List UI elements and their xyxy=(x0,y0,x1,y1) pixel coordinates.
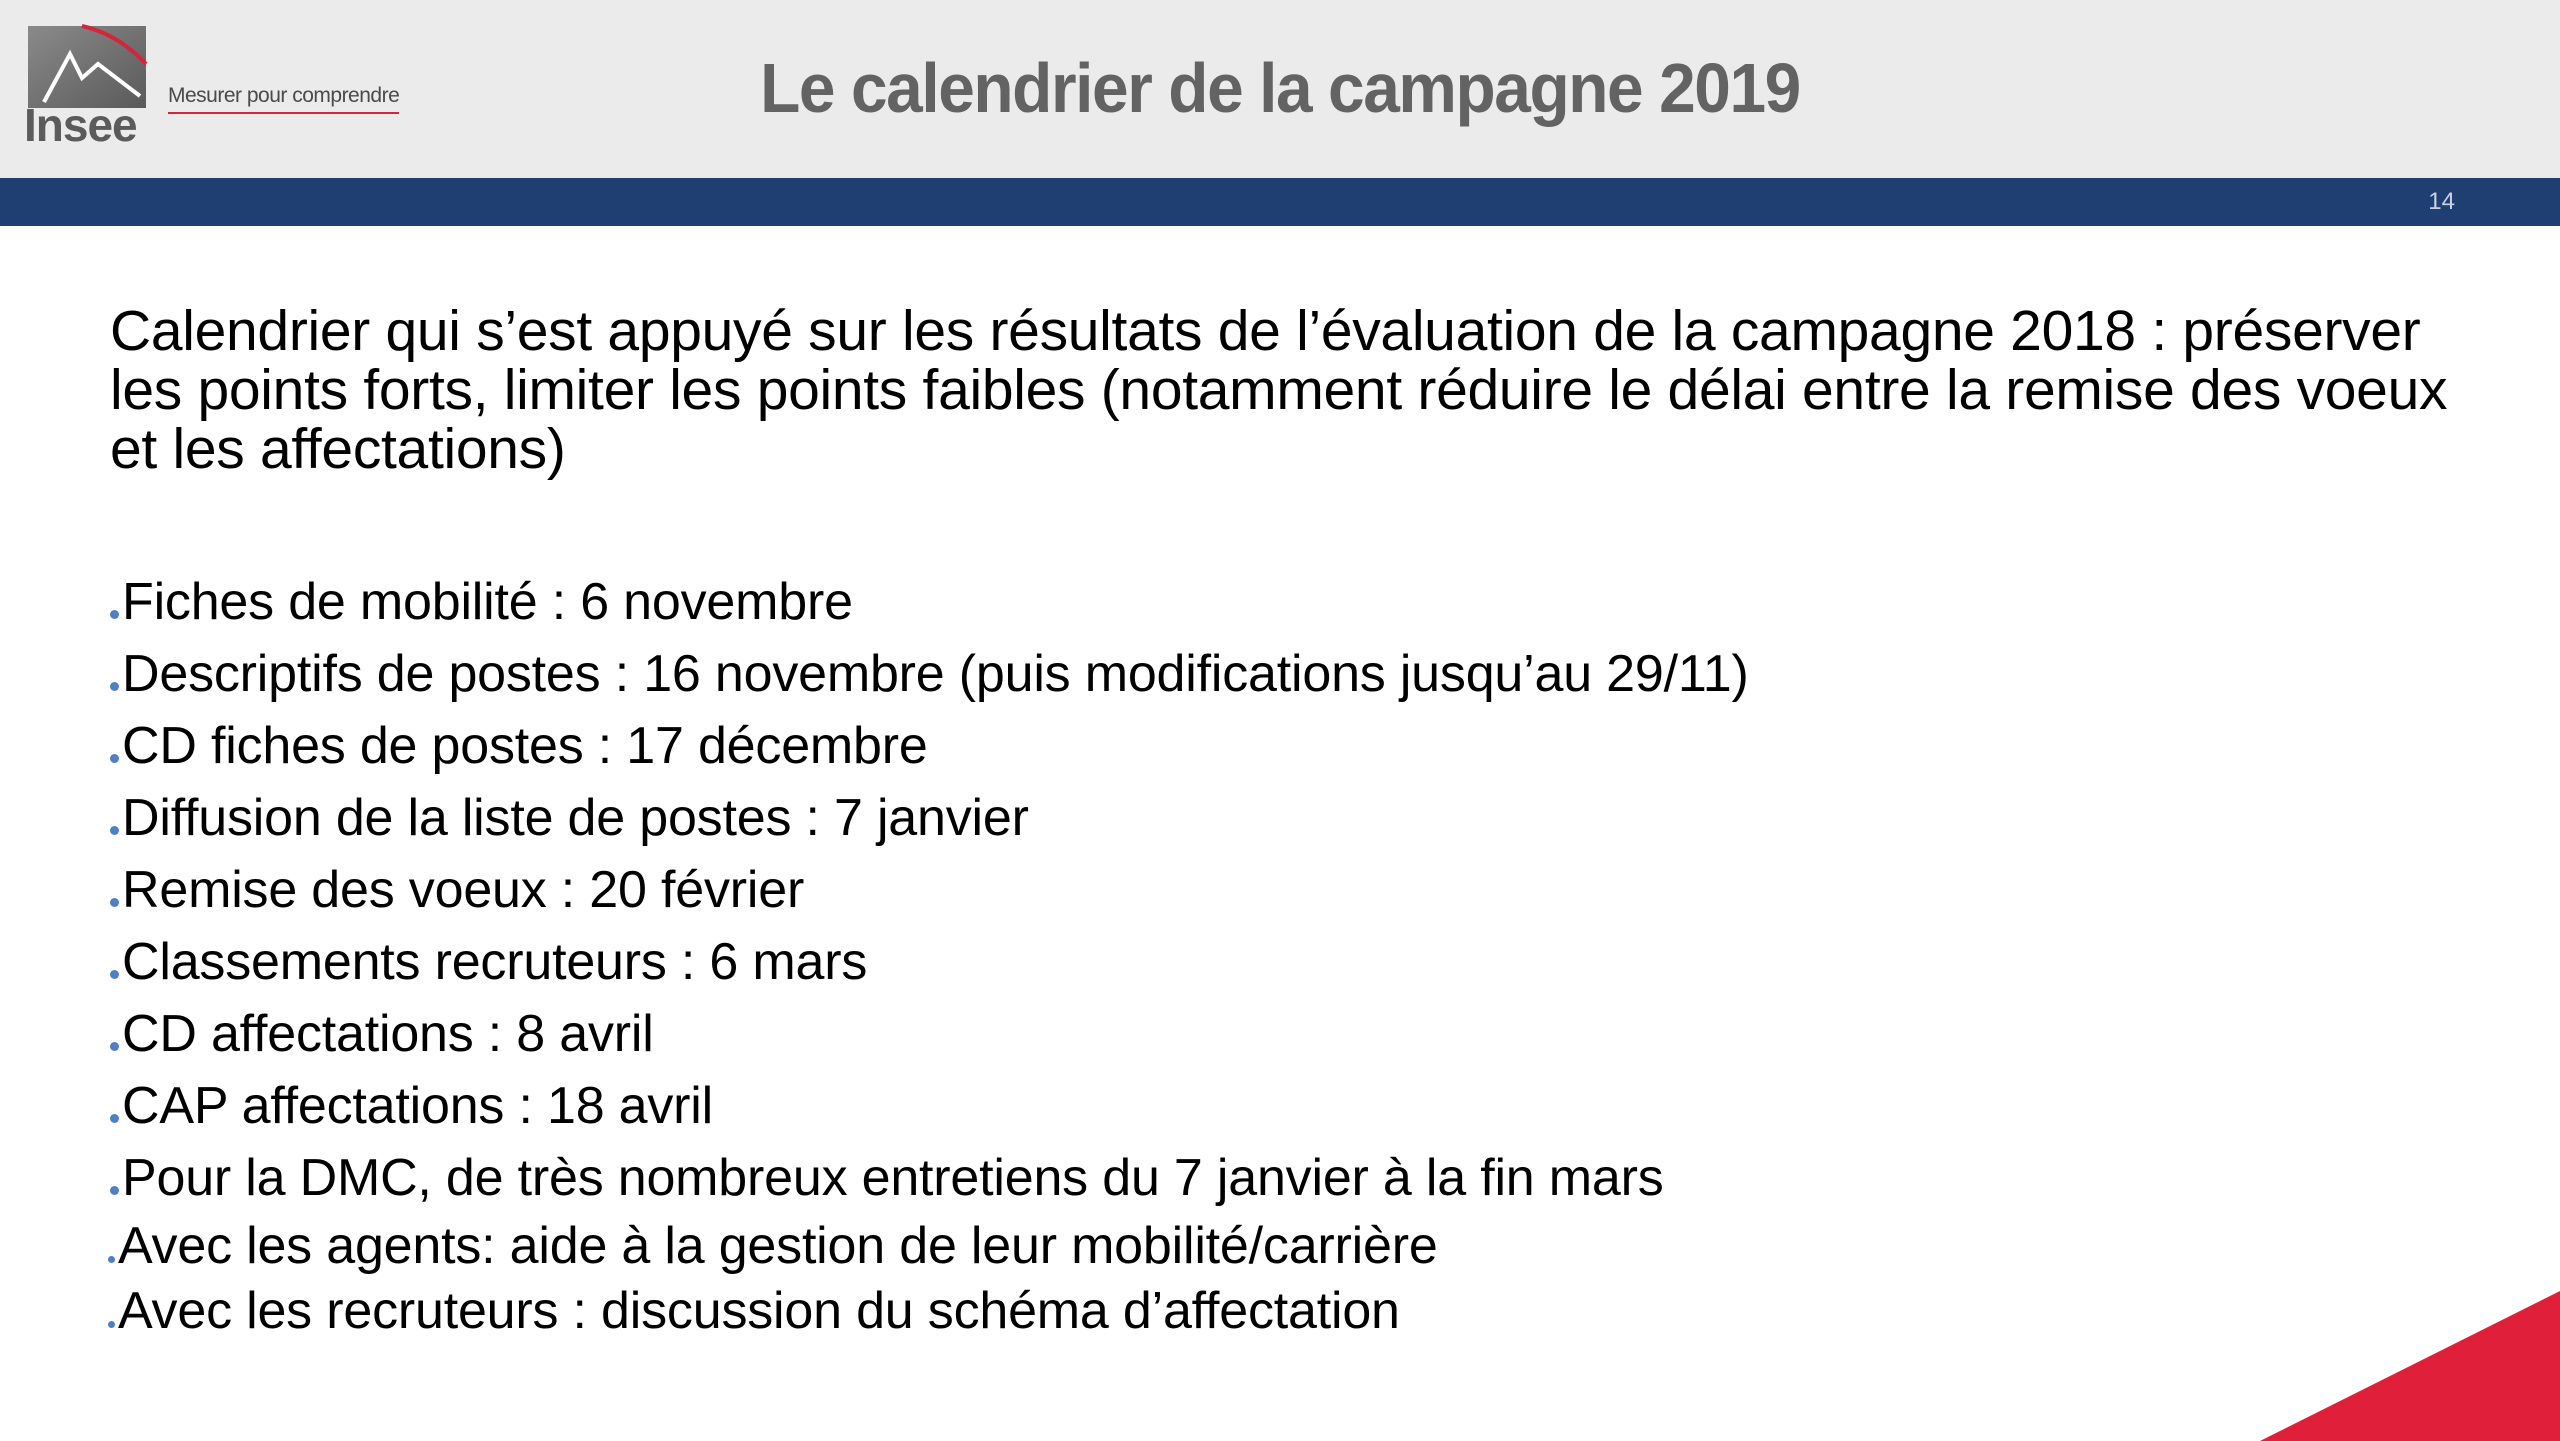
list-item xyxy=(110,710,2410,782)
sub-list-item-text: Avec les recruteurs : discussion du schéma d’affectation xyxy=(118,1282,1400,1340)
page-title: Le calendrier de la campagne 2019 xyxy=(760,49,1800,127)
list-item-text: Diffusion de la liste de postes : 7 janvier xyxy=(122,789,1029,847)
list-item-text: Pour la DMC, de très nombreux entretiens du 7 janvier à la fin mars xyxy=(122,1149,1664,1207)
bullet-dot-icon xyxy=(108,1256,115,1263)
title-band xyxy=(0,178,2560,226)
list-item xyxy=(110,926,2410,998)
list-item-text: Fiches de mobilité : 6 novembre xyxy=(122,573,853,631)
list-item xyxy=(110,998,2410,1070)
logo-tagline: Mesurer pour comprendre xyxy=(168,84,399,114)
red-triangle-icon xyxy=(2260,1291,2560,1441)
list-item-text: Descriptifs de postes : 16 novembre (puis modifications jusqu’au 29/11) xyxy=(122,645,1749,703)
page-number: 14 xyxy=(2428,188,2455,215)
list-item xyxy=(110,566,2410,638)
bullet-dot-icon xyxy=(108,1321,115,1328)
intro-paragraph: Calendrier qui s’est appuyé sur les résultats de l’évaluation de la campagne 2018 : préserver les points forts, limiter les points faibles (notamment réduire le délai entre la remise des voeux et les affectations) xyxy=(110,299,2448,481)
list-item-text: Remise des voeux : 20 février xyxy=(122,861,805,919)
bullet-dot-icon xyxy=(110,1114,119,1123)
list-item-text: CAP affectations : 18 avril xyxy=(122,1077,714,1135)
logo-wordmark: Insee xyxy=(24,99,137,151)
bullet-dot-icon xyxy=(110,970,119,979)
sub-list-item xyxy=(108,1279,2408,1344)
list-item xyxy=(110,1070,2410,1142)
bullet-dot-icon xyxy=(110,826,119,835)
bullet-dot-icon xyxy=(110,898,119,907)
calendar-list xyxy=(110,566,2410,1344)
corner-accent xyxy=(2260,1291,2560,1441)
bullet-dot-icon xyxy=(110,754,119,763)
list-item xyxy=(110,854,2410,926)
list-item-text: CD affectations : 8 avril xyxy=(122,1005,654,1063)
list-item xyxy=(110,638,2410,710)
list-item xyxy=(110,782,2410,854)
bullet-dot-icon xyxy=(110,682,119,691)
bullet-dot-icon xyxy=(110,610,119,619)
list-item-text: CD fiches de postes : 17 décembre xyxy=(122,717,928,775)
bullet-dot-icon xyxy=(110,1186,119,1195)
sub-list-item-text: Avec les agents: aide à la gestion de leur mobilité/carrière xyxy=(118,1217,1438,1275)
slide-header xyxy=(0,0,2560,178)
list-item xyxy=(110,1142,2410,1214)
bullet-dot-icon xyxy=(110,1042,119,1051)
sub-list-item xyxy=(108,1214,2408,1279)
list-item-text: Classements recruteurs : 6 mars xyxy=(122,933,868,991)
